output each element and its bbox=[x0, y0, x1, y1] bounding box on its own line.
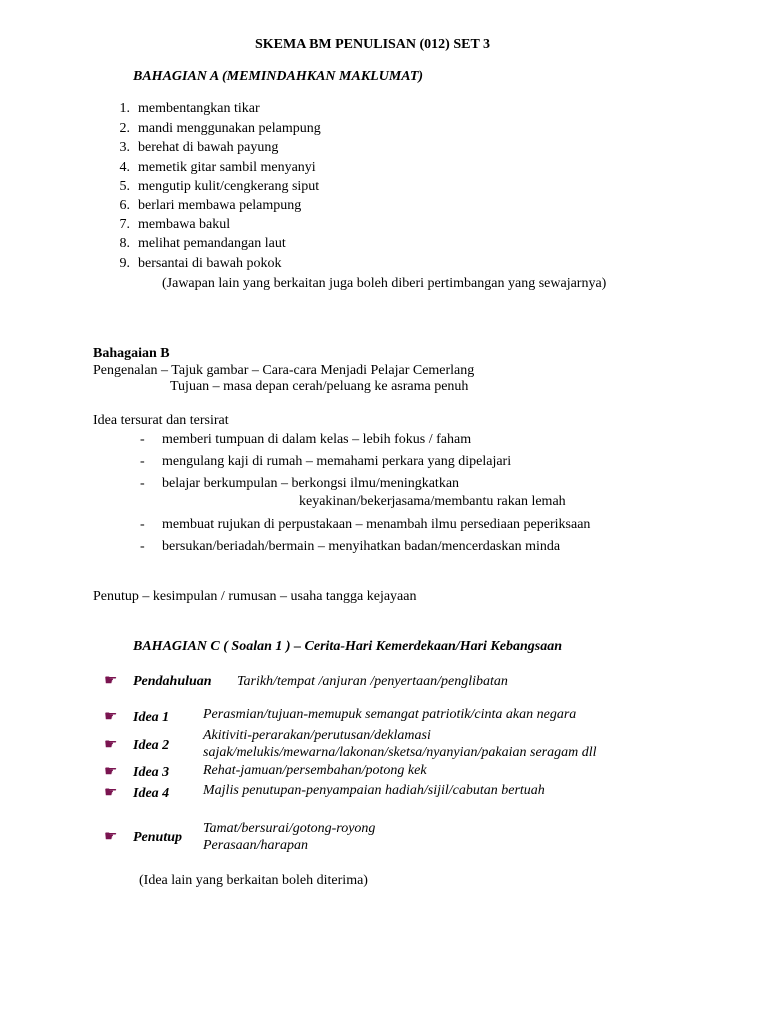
list-item: 9. bersantai di bawah pokok bbox=[119, 256, 282, 271]
list-item: 7. membawa bakul bbox=[119, 217, 231, 232]
list-item: - memberi tumpuan di dalam kelas – lebih fokus / faham bbox=[140, 432, 472, 447]
pendahuluan-text: Tarikh/tempat /anjuran /penyertaan/penglibatan bbox=[237, 674, 508, 689]
list-item: - belajar berkumpulan – berkongsi ilmu/meningkatkan bbox=[140, 476, 460, 491]
idea2-label: Idea 2 bbox=[133, 738, 170, 753]
list-item: - membuat rujukan di perpustakaan – menambah ilmu persediaan peperiksaan bbox=[140, 517, 591, 532]
idea1-text: Perasmian/tujuan-memupuk semangat patriotik/cinta akan negara bbox=[203, 707, 577, 722]
list-item: 2. mandi menggunakan pelampung bbox=[119, 121, 321, 136]
pointing-hand-icon: ☛ bbox=[104, 764, 118, 780]
page-title: SKEMA BM PENULISAN (012) SET 3 bbox=[255, 37, 491, 52]
list-item: 8. melihat pemandangan laut bbox=[119, 236, 286, 251]
section-b-heading: Bahagaian B bbox=[93, 346, 170, 361]
list-item: - bersukan/beriadah/bermain – menyihatkan badan/mencerdaskan minda bbox=[140, 539, 561, 554]
pendahuluan-label: Pendahuluan bbox=[133, 674, 212, 689]
idea2-text: Akitiviti-perarakan/perutusan/deklamasi bbox=[203, 728, 431, 743]
list-item: 4. memetik gitar sambil menyanyi bbox=[119, 160, 316, 175]
idea3-text: Rehat-jamuan/persembahan/potong kek bbox=[203, 763, 427, 778]
idea4-text: Majlis penutupan-penyampaian hadiah/sijil/cabutan bertuah bbox=[203, 783, 545, 798]
idea3-label: Idea 3 bbox=[133, 765, 170, 780]
list-item: 6. berlari membawa pelampung bbox=[119, 198, 302, 213]
pointing-hand-icon: ☛ bbox=[104, 829, 118, 845]
pointing-hand-icon: ☛ bbox=[104, 673, 118, 689]
section-b-intro-purpose: Tujuan – masa depan cerah/peluang ke asrama penuh bbox=[170, 379, 469, 394]
idea2-text-cont: sajak/melukis/mewarna/lakonan/sketsa/nyanyian/pakaian seragam dll bbox=[203, 745, 597, 760]
idea4-label: Idea 4 bbox=[133, 786, 170, 801]
list-item: 1. membentangkan tikar bbox=[119, 101, 260, 116]
pointing-hand-icon: ☛ bbox=[104, 709, 118, 725]
section-c-heading: BAHAGIAN C ( Soalan 1 ) – Cerita-Hari Kemerdekaan/Hari Kebangsaan bbox=[133, 639, 562, 654]
pointing-hand-icon: ☛ bbox=[104, 737, 118, 753]
section-b-intro: Pengenalan – Tajuk gambar – Cara-cara Menjadi Pelajar Cemerlang bbox=[93, 363, 475, 378]
list-item: 5. mengutip kulit/cengkerang siput bbox=[119, 179, 320, 194]
section-b-ideas-label: Idea tersurat dan tersirat bbox=[93, 413, 229, 428]
list-item: 3. berehat di bawah payung bbox=[119, 140, 279, 155]
section-c-note: (Idea lain yang berkaitan boleh diterima) bbox=[139, 873, 368, 888]
section-b-closing: Penutup – kesimpulan / rumusan – usaha tangga kejayaan bbox=[93, 589, 417, 604]
penutup-text: Tamat/bersurai/gotong-royong bbox=[203, 821, 376, 836]
section-a-note: (Jawapan lain yang berkaitan juga boleh diberi pertimbangan yang sewajarnya) bbox=[162, 276, 607, 291]
penutup-text-cont: Perasaan/harapan bbox=[203, 838, 308, 853]
list-item: - mengulang kaji di rumah – memahami perkara yang dipelajari bbox=[140, 454, 512, 469]
section-a-heading: BAHAGIAN A (MEMINDAHKAN MAKLUMAT) bbox=[133, 69, 424, 84]
idea1-label: Idea 1 bbox=[133, 710, 170, 725]
pointing-hand-icon: ☛ bbox=[104, 785, 118, 801]
penutup-label: Penutup bbox=[133, 830, 183, 845]
list-item-continuation: keyakinan/bekerjasama/membantu rakan lemah bbox=[299, 494, 566, 509]
